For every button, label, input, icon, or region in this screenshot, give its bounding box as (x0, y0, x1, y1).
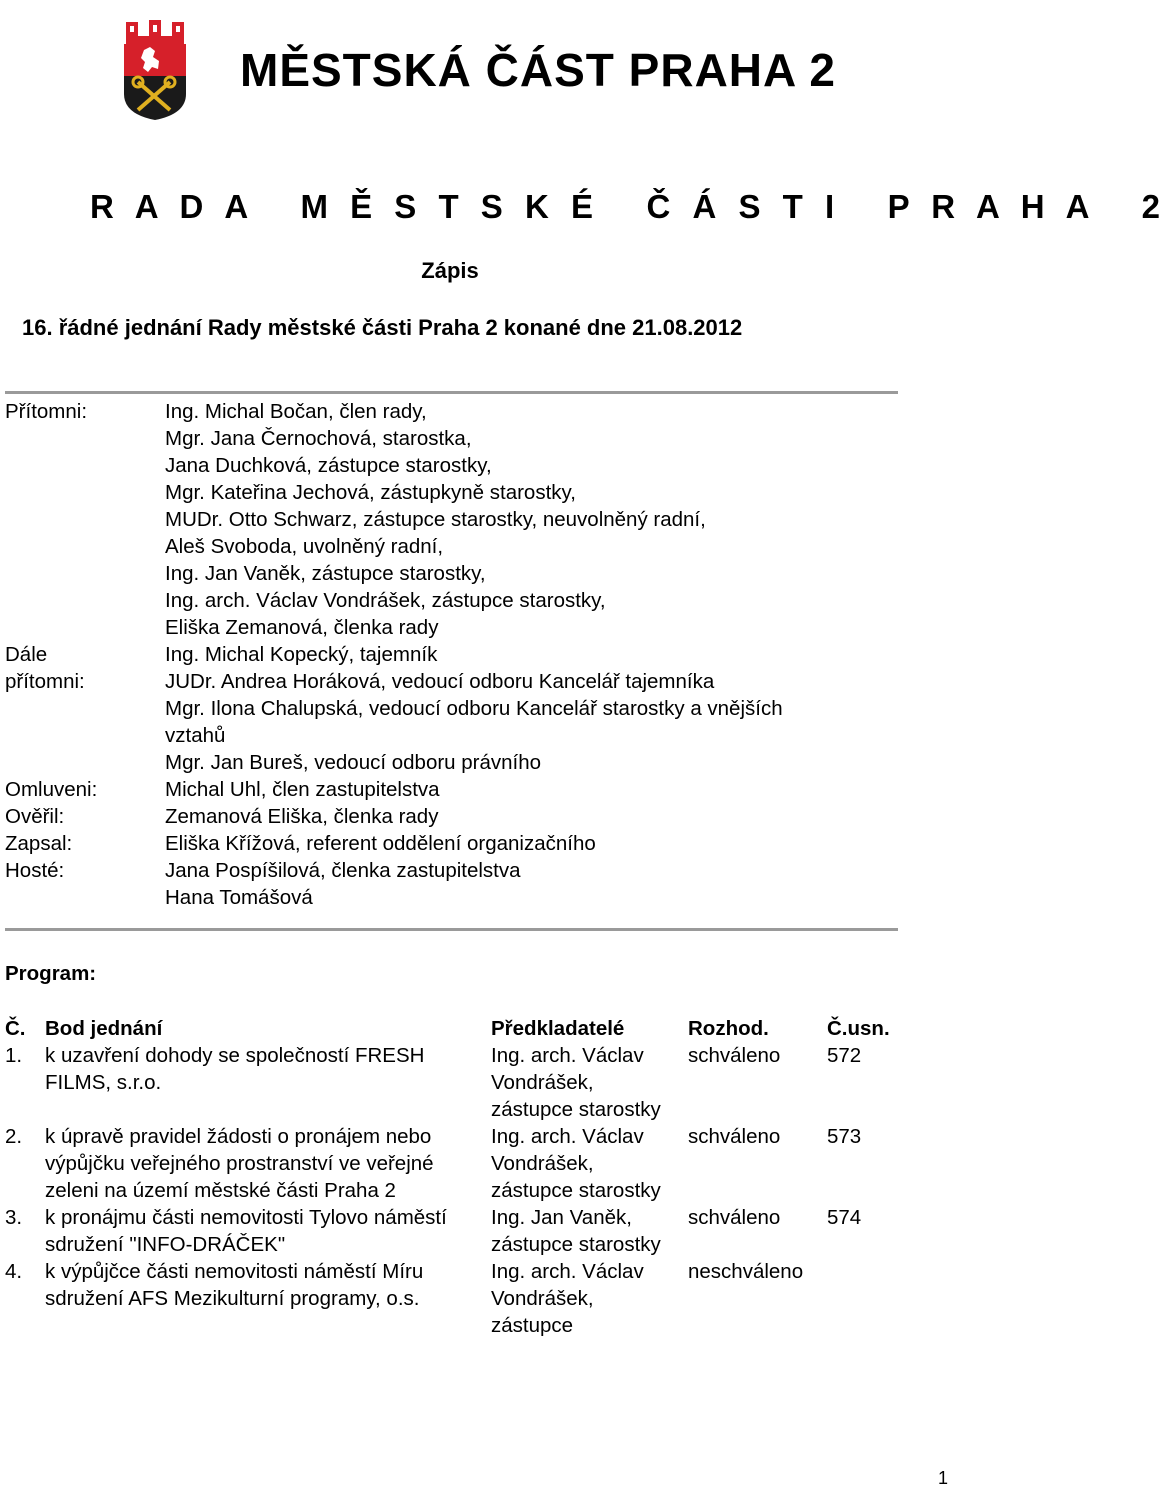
attendee-line: Ing. arch. Václav Vondrášek, zástupce starostky, (165, 589, 606, 612)
agenda-table (5, 1015, 899, 1339)
attendee-line: Ing. Michal Bočan, člen rady, (165, 400, 427, 423)
row-presenter (491, 1123, 688, 1204)
table-row (5, 1204, 899, 1258)
row-decision: schváleno (688, 1044, 781, 1067)
recorded-by-label: Zapsal: (5, 832, 73, 855)
row-resolution: 574 (827, 1206, 862, 1229)
attendee-line: Mgr. Jana Černochová, starostka, (165, 427, 472, 450)
table-row (5, 1042, 899, 1123)
row-decision: schváleno (688, 1206, 781, 1229)
attendee-line: Ing. Jan Vaněk, zástupce starostky, (165, 562, 486, 585)
also-present-label-1: Dále (5, 643, 48, 666)
coat-of-arms-logo (120, 20, 190, 120)
header-presenter: Předkladatelé (491, 1017, 625, 1040)
attendance-names (165, 398, 783, 911)
guests-label: Hosté: (5, 859, 65, 882)
session-heading: 16. řádné jednání Rady městské části Praha 2 konané dne 21.08.2012 (22, 315, 743, 340)
header-num: Č. (5, 1017, 26, 1040)
row-num: 4. (5, 1260, 23, 1283)
attendee-line: Michal Uhl, člen zastupitelstva (165, 778, 440, 801)
row-item-text: k uzavření dohody se společností FRESH FILMS, s.r.o. (45, 1044, 425, 1094)
attendee-line: vztahů (165, 724, 226, 747)
row-presenter-text: Ing. arch. Václav Vondrášek, zástupce starostky (491, 1044, 661, 1121)
header-item: Bod jednání (45, 1017, 163, 1040)
page-number: 1 (938, 1468, 949, 1488)
document-type: Zápis (421, 258, 479, 283)
page-title: R A D A M Ě S T S K É Č Á S T I P R A H A 2 (90, 188, 1167, 225)
attendee-line: JUDr. Andrea Horáková, vedoucí odboru Kancelář tajemníka (165, 670, 715, 693)
row-decision: schváleno (688, 1125, 781, 1148)
row-item-text: k výpůjčce části nemovitosti náměstí Míru sdružení AFS Mezikulturní programy, o.s. (45, 1260, 424, 1310)
attendee-line: Mgr. Kateřina Jechová, zástupkyně starostky, (165, 481, 576, 504)
row-resolution (827, 1258, 899, 1339)
row-presenter-text: Ing. arch. Václav Vondrášek, zástupce starostky (491, 1125, 661, 1202)
attendee-line: MUDr. Otto Schwarz, zástupce starostky, neuvolněný radní, (165, 508, 706, 531)
attendee-line: Mgr. Jan Bureš, vedoucí odboru právního (165, 751, 542, 774)
attendee-line: Jana Pospíšilová, členka zastupitelstva (165, 859, 521, 882)
row-presenter (491, 1258, 688, 1339)
row-presenter (491, 1042, 688, 1123)
municipality-logo-text: MĚSTSKÁ ČÁST PRAHA 2 (240, 44, 836, 96)
attendee-line: Aleš Svoboda, uvolněný radní, (165, 535, 444, 558)
row-decision: neschváleno (688, 1260, 804, 1283)
attendance-labels (5, 398, 165, 918)
program-heading: Program: (5, 962, 97, 985)
row-item (45, 1042, 491, 1123)
row-num: 3. (5, 1206, 23, 1229)
row-num: 1. (5, 1044, 23, 1067)
also-present-label-2: přítomni: (5, 670, 85, 693)
row-item (45, 1123, 491, 1204)
header-resolution: Č.usn. (827, 1017, 890, 1040)
row-resolution: 573 (827, 1125, 862, 1148)
present-label: Přítomni: (5, 400, 88, 423)
row-presenter-text: Ing. arch. Václav Vondrášek, zástupce (491, 1260, 644, 1337)
divider (5, 928, 898, 931)
excused-label: Omluveni: (5, 778, 98, 801)
row-item (45, 1204, 491, 1258)
attendee-line: Zemanová Eliška, členka rady (165, 805, 439, 828)
verified-label: Ověřil: (5, 805, 65, 828)
attendee-line: Mgr. Ilona Chalupská, vedoucí odboru Kancelář starostky a vnějších (165, 697, 783, 720)
row-item (45, 1258, 491, 1339)
header-decision: Rozhod. (688, 1017, 769, 1040)
row-presenter-text: Ing. Jan Vaněk, zástupce starostky (491, 1206, 661, 1256)
attendee-line: Ing. Michal Kopecký, tajemník (165, 643, 438, 666)
attendee-line: Eliška Křížová, referent oddělení organizačního (165, 832, 596, 855)
table-row (5, 1123, 899, 1204)
row-num: 2. (5, 1125, 23, 1148)
row-presenter (491, 1204, 688, 1258)
attendee-line: Eliška Zemanová, členka rady (165, 616, 439, 639)
attendee-line: Jana Duchková, zástupce starostky, (165, 454, 492, 477)
row-item-text: k úpravě pravidel žádosti o pronájem nebo výpůjčku veřejného prostranství ve veřejné zeleni na území městské části Praha 2 (45, 1125, 434, 1202)
divider (5, 391, 898, 394)
attendee-line: Hana Tomášová (165, 886, 313, 909)
table-row (5, 1258, 899, 1339)
row-resolution: 572 (827, 1044, 862, 1067)
table-header-row (5, 1015, 899, 1042)
row-item-text: k pronájmu části nemovitosti Tylovo náměstí sdružení "INFO-DRÁČEK" (45, 1206, 447, 1256)
